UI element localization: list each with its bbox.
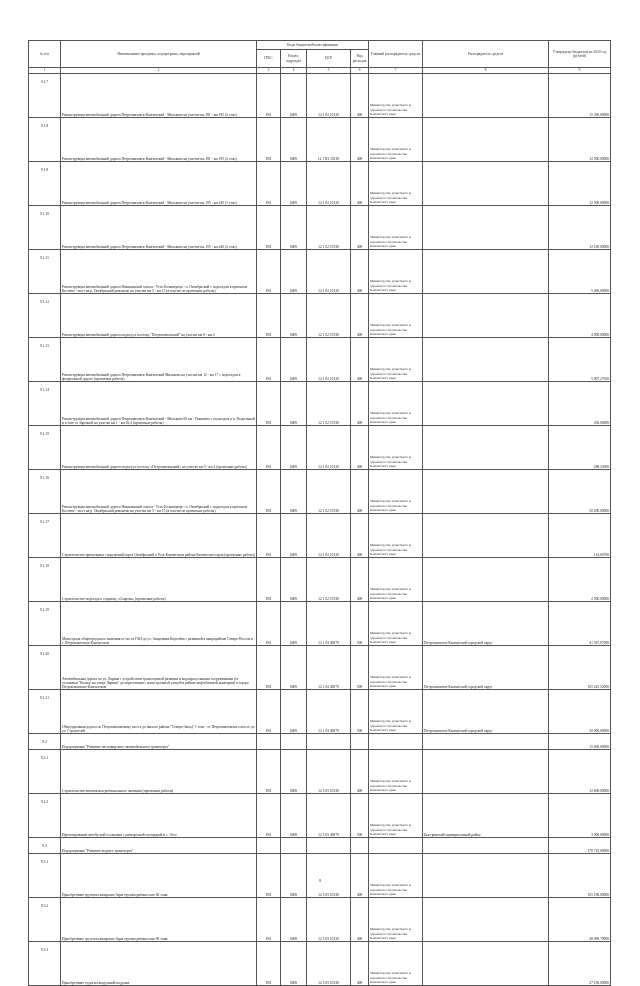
table-row <box>29 854 611 898</box>
row-csr: 12 3 03 10130 <box>307 750 351 794</box>
row-grbs-main: Министерство транспорта и дорожного строительства Камчатского края <box>369 294 423 338</box>
row-razdel: 0409 <box>281 646 307 690</box>
row-vr: 400 <box>351 854 369 898</box>
row-grbs: 833 <box>257 426 281 470</box>
row-vr: 400 <box>351 898 369 942</box>
row-amount: 270 725,00000 <box>549 838 611 854</box>
row-name: Магистраль общегородского значения от поста ГАИ до ул. Академика Королёва с развязкой в микрорайоне Северо-Восток в г. Петропавловске-Камчатском <box>61 602 257 646</box>
header-grbs: ГРБС <box>257 50 281 68</box>
row-num: 9.1.20 <box>29 646 61 690</box>
row-csr: 12 3 03 10130 <box>307 942 351 986</box>
row-recipient <box>423 734 549 750</box>
table-row <box>29 838 611 854</box>
row-vr <box>351 838 369 854</box>
row-grbs-main: Министерство транспорта и дорожного строительства Камчатского края <box>369 690 423 734</box>
row-num: 9.1.12 <box>29 294 61 338</box>
row-grbs-main <box>369 838 423 854</box>
row-num: 9.1.18 <box>29 558 61 602</box>
row-grbs: 833 <box>257 206 281 250</box>
row-csr: 12 1 02 10130 <box>307 558 351 602</box>
row-name: Реконструкция автомобильной дороги Петропавловск-Камчатский - Мильково на участке км 181 - км 195 (2 этап) <box>61 118 257 162</box>
row-csr: 12 3 03 10130 <box>307 898 351 942</box>
row-csr: 12 1 02 10130 <box>307 470 351 514</box>
row-recipient <box>423 558 549 602</box>
row-csr: 12 1 02 10130 <box>307 74 351 118</box>
header-razdel: Раздел, подраздел <box>281 50 307 68</box>
row-grbs: 833 <box>257 794 281 838</box>
row-razdel <box>281 838 307 854</box>
row-grbs-main: Министерство транспорта и дорожного строительства Камчатского края <box>369 426 423 470</box>
row-amount: 4 000,00000 <box>549 294 611 338</box>
row-grbs-main: Министерство транспорта и дорожного строительства Камчатского края <box>369 750 423 794</box>
row-recipient <box>423 854 549 898</box>
row-razdel: 0409 <box>281 250 307 294</box>
row-csr: 12 1 R2 10130 <box>307 118 351 162</box>
row-name: Подпрограмма "Развитие пассажирского автомобильного транспорта" <box>61 734 257 750</box>
table-row <box>29 470 611 514</box>
row-recipient: Петропавловск-Камчатский городской округ <box>423 646 549 690</box>
row-vr: 400 <box>351 470 369 514</box>
row-num: 9.1.11 <box>29 250 61 294</box>
row-num: 9.3.3 <box>29 942 61 986</box>
row-grbs-main: Министерство транспорта и дорожного строительства Камчатского края <box>369 898 423 942</box>
row-grbs <box>257 734 281 750</box>
table-row <box>29 734 611 750</box>
row-num: 9.1.14 <box>29 382 61 426</box>
row-grbs: 833 <box>257 382 281 426</box>
row-amount: 50 200,00000 <box>549 470 611 514</box>
row-name: Реконструкция автомобильной дороги подъезд к поселку «Петропавловский» на участке км 0 - км 4 (проектные работы) <box>61 426 257 470</box>
row-name: Подпрограмма "Развитие водного транспорта" <box>61 838 257 854</box>
row-vr: 400 <box>351 382 369 426</box>
row-grbs-main: Министерство транспорта и дорожного строительства Камчатского края <box>369 382 423 426</box>
header-name: Наименование программ, подпрограмм, мероприятий <box>61 41 257 68</box>
row-recipient <box>423 118 549 162</box>
row-grbs-main: Министерство транспорта и дорожного строительства Камчатского края <box>369 118 423 162</box>
row-name: Реконструкция автомобильной дороги Петропавловск-Камчатский - Мильково на участке км 195 - км 240 (1 этап) <box>61 162 257 206</box>
row-num: 9.3 <box>29 838 61 854</box>
table-body <box>29 74 611 986</box>
budget-table <box>28 40 611 986</box>
row-amount: 5 400,00000 <box>549 250 611 294</box>
row-name: Общедорожная дорога по Петропавловскому шоссе до жилого района "Северо-Запад" 1 этап - от Петропавловского шоссе до ул. Строителей <box>61 690 257 734</box>
row-name: Приобретение грузопассажирских барж грузоподъёмностью 60 тонн <box>61 854 257 898</box>
row-num: 9.2 <box>29 734 61 750</box>
row-num: 9.3.2 <box>29 898 61 942</box>
colnum: 2 <box>61 68 257 74</box>
row-grbs <box>257 838 281 854</box>
row-csr: 12 1 02 10130 <box>307 206 351 250</box>
row-csr <box>307 734 351 750</box>
row-num: 9.1.15 <box>29 426 61 470</box>
row-recipient <box>423 382 549 426</box>
row-name: Реконструкция автомобильной дороги Петропавловск-Камчатский - Мильково на участке км 181 - км 195 (2 этап) <box>61 74 257 118</box>
row-name: Реконструкция автомобильной дороги Петропавловск-Камчатский - Мильково 60 км - Пиначево с подъездом к п. Раздольный и к базе от Заречной на участке км 1 - км 16,4 (проектные работы) <box>61 382 257 426</box>
row-name: Реконструкция автомобильной дороги Петропавловск-Камчатский Мильково на участке км 12 - км 17 с подъездом к федеральной дороге (проектные работы) <box>61 338 257 382</box>
row-grbs-main: Министерство транспорта и дорожного строительства Камчатского края <box>369 250 423 294</box>
row-grbs: 833 <box>257 250 281 294</box>
row-vr: 500 <box>351 602 369 646</box>
row-name: Строительство причальных сооружений порта Октябрьский в Усть-Камчатском районе Камчатского края (проектные работы) <box>61 514 257 558</box>
row-name: Реконструкция автомобильной дороги Начикинский совхоз - Усть-Большерецк - п. Октябрьский с подъездом к причалам Косоево - мост на р. Октябрьский ремонтно на участке км 5 - км 15 (в том числе проектные работы) <box>61 470 257 514</box>
row-grbs-main: Министерство транспорта и дорожного строительства Камчатского края <box>369 794 423 838</box>
header-num: № п/п <box>29 41 61 68</box>
row-num: 9.1.9 <box>29 162 61 206</box>
table-row <box>29 294 611 338</box>
row-vr: 400 <box>351 250 369 294</box>
colnum: 6 <box>351 68 369 74</box>
row-recipient <box>423 250 549 294</box>
row-grbs: 833 <box>257 690 281 734</box>
row-razdel: 0409 <box>281 206 307 250</box>
row-num: 9.1.17 <box>29 514 61 558</box>
table-row <box>29 690 611 734</box>
row-recipient <box>423 838 549 854</box>
row-razdel: 0409 <box>281 558 307 602</box>
row-razdel: 0409 <box>281 426 307 470</box>
row-razdel: 0408 <box>281 750 307 794</box>
row-grbs: 833 <box>257 602 281 646</box>
row-razdel: 0408 <box>281 942 307 986</box>
row-num: 9.1.16 <box>29 470 61 514</box>
colnum: 8 <box>423 68 549 74</box>
row-razdel: 0409 <box>281 74 307 118</box>
table-row <box>29 646 611 690</box>
row-grbs: 833 <box>257 854 281 898</box>
row-razdel: 0408 <box>281 898 307 942</box>
row-razdel <box>281 734 307 750</box>
colnum: 9 <box>549 68 611 74</box>
table-row <box>29 338 611 382</box>
row-name: Приобретение грузопассажирских барж грузоподъёмностью 90 тонн <box>61 898 257 942</box>
row-num: 9.1.7 <box>29 74 61 118</box>
row-amount: 15 300,00000 <box>549 74 611 118</box>
row-vr: 400 <box>351 426 369 470</box>
colnum: 3 <box>257 68 281 74</box>
row-csr: 12 1 02 10130 <box>307 338 351 382</box>
row-amount: 105 425,52000 <box>549 646 611 690</box>
row-grbs-main: Министерство транспорта и дорожного строительства Камчатского края <box>369 646 423 690</box>
row-recipient <box>423 162 549 206</box>
row-grbs: 833 <box>257 514 281 558</box>
row-grbs-main: Министерство транспорта и дорожного строительства Камчатского края <box>369 162 423 206</box>
row-grbs: 833 <box>257 74 281 118</box>
table-row <box>29 74 611 118</box>
row-recipient: Петропавловск-Камчатский городской округ <box>423 602 549 646</box>
table-row <box>29 250 611 294</box>
row-vr <box>351 734 369 750</box>
page-number: 8 <box>319 878 321 883</box>
row-grbs: 833 <box>257 162 281 206</box>
header-grbs-main: Главный распорядитель средств <box>369 41 423 68</box>
table-row <box>29 206 611 250</box>
row-csr: 12 1 02 10130 <box>307 514 351 558</box>
row-razdel: 0408 <box>281 854 307 898</box>
row-amount: 12 600,00000 <box>549 750 611 794</box>
row-vr: 500 <box>351 690 369 734</box>
row-grbs: 833 <box>257 558 281 602</box>
row-amount: 12 500,00000 <box>549 162 611 206</box>
row-name: Автомобильная дорога по ул. Ларина с устройством транспортной развязки и водопропускными сооружениями (от остановки "Кольцо на улице Ларина" до пересечения с магистральной улицей в районе нефтебазовой акватории) в городе Петропавловске-Камчатском <box>61 646 257 690</box>
row-grbs: 833 <box>257 294 281 338</box>
row-recipient <box>423 898 549 942</box>
row-amount: 105 108,00000 <box>549 854 611 898</box>
row-razdel: 0408 <box>281 794 307 838</box>
row-csr: 12 1 02 10130 <box>307 250 351 294</box>
header-csr: ЦСР <box>307 50 351 68</box>
row-vr: 400 <box>351 294 369 338</box>
table-row <box>29 514 611 558</box>
row-razdel: 0409 <box>281 470 307 514</box>
row-name: Проектирование автобусной остановки с разворотной площадкой в с. Эссо <box>61 794 257 838</box>
row-grbs-main: Министерство транспорта и дорожного строительства Камчатского края <box>369 854 423 898</box>
row-grbs-main: Министерство транспорта и дорожного строительства Камчатского края <box>369 558 423 602</box>
table-row <box>29 898 611 942</box>
row-vr: 400 <box>351 162 369 206</box>
row-name: Строительство подъезда к стадиону «Спартак» (проектные работы) <box>61 558 257 602</box>
table-row <box>29 750 611 794</box>
row-amount: 114,60700 <box>549 514 611 558</box>
document-page <box>28 40 610 986</box>
table-row <box>29 162 611 206</box>
row-amount: 3 000,00000 <box>549 794 611 838</box>
row-razdel: 0409 <box>281 514 307 558</box>
row-amount: 5 007,27650 <box>549 338 611 382</box>
row-csr: 12 1 02 10130 <box>307 426 351 470</box>
row-grbs: 833 <box>257 942 281 986</box>
row-num: 9.1.21 <box>29 690 61 734</box>
row-num: 9.3.1 <box>29 854 61 898</box>
row-grbs: 833 <box>257 750 281 794</box>
row-csr: 12 1 04 40070 <box>307 646 351 690</box>
colnum: 1 <box>29 68 61 74</box>
table-row <box>29 118 611 162</box>
row-vr: 400 <box>351 118 369 162</box>
row-grbs: 833 <box>257 470 281 514</box>
row-vr: 400 <box>351 750 369 794</box>
row-razdel: 0409 <box>281 602 307 646</box>
row-grbs: 833 <box>257 898 281 942</box>
row-vr: 400 <box>351 942 369 986</box>
colnum: 4 <box>281 68 307 74</box>
row-razdel: 0409 <box>281 162 307 206</box>
row-vr: 400 <box>351 74 369 118</box>
row-recipient <box>423 514 549 558</box>
row-csr: 12 1 04 40070 <box>307 690 351 734</box>
row-name: Приобретение судов на воздушной подушке <box>61 942 257 986</box>
table-row <box>29 382 611 426</box>
row-csr: 12 3 03 40070 <box>307 794 351 838</box>
row-grbs: 833 <box>257 338 281 382</box>
row-name: Реконструкция автомобильной дороги Петропавловск-Камчатский - Мильково на участке км 195 - км 240 (2 этап) <box>61 206 257 250</box>
table-row <box>29 558 611 602</box>
row-csr: 12 1 04 40070 <box>307 602 351 646</box>
row-name: Строительство автовокзала регионального значения (проектные работы) <box>61 750 257 794</box>
row-recipient <box>423 294 549 338</box>
row-recipient <box>423 426 549 470</box>
row-grbs-main: Министерство транспорта и дорожного строительства Камчатского края <box>369 470 423 514</box>
row-csr: 12 3 03 10130 <box>307 854 351 898</box>
row-grbs-main: Министерство транспорта и дорожного строительства Камчатского края <box>369 74 423 118</box>
table-row <box>29 942 611 986</box>
row-grbs-main: Министерство транспорта и дорожного строительства Камчатского края <box>369 338 423 382</box>
header-recipient: Распорядитель средств <box>423 41 549 68</box>
row-razdel: 0409 <box>281 338 307 382</box>
row-grbs-main: Министерство транспорта и дорожного строительства Камчатского края <box>369 514 423 558</box>
row-csr: 12 1 02 10130 <box>307 382 351 426</box>
row-num: 9.2.1 <box>29 750 61 794</box>
table-row <box>29 426 611 470</box>
row-num: 9.1.13 <box>29 338 61 382</box>
row-vr: 500 <box>351 646 369 690</box>
table-row <box>29 602 611 646</box>
table-row <box>29 794 611 838</box>
row-name: Реконструкция автомобильной дороги Начикинский совхоз - Усть-Большерецк - п. Октябрьский с подъездом к причалам Косоево - мост на р. Октябрьский ремонтно на участке км 5 - км 15 (в том числе проектные работы) <box>61 250 257 294</box>
row-recipient: Быстринский муниципальный район <box>423 794 549 838</box>
row-num: 9.1.8 <box>29 118 61 162</box>
row-name: Реконструкция автомобильной дороги подъезд к поселку "Петропавловский" на участке км 0 - км 4 <box>61 294 257 338</box>
row-recipient <box>423 942 549 986</box>
row-amount: 48 089,70000 <box>549 898 611 942</box>
row-razdel: 0409 <box>281 118 307 162</box>
row-amount: 288,23000 <box>549 426 611 470</box>
row-amount: 2 500,00000 <box>549 558 611 602</box>
row-num: 9.2.2 <box>29 794 61 838</box>
row-razdel: 0409 <box>281 382 307 426</box>
colnum: 7 <box>369 68 423 74</box>
row-recipient <box>423 74 549 118</box>
colnum: 5 <box>307 68 351 74</box>
row-num: 9.1.19 <box>29 602 61 646</box>
row-razdel: 0409 <box>281 294 307 338</box>
row-grbs-main: Министерство транспорта и дорожного строительства Камчатского края <box>369 206 423 250</box>
row-vr: 400 <box>351 514 369 558</box>
row-amount: 27 100,00000 <box>549 942 611 986</box>
row-csr: 12 1 02 10130 <box>307 162 351 206</box>
row-grbs: 833 <box>257 646 281 690</box>
row-amount: 12 500,00000 <box>549 118 611 162</box>
row-recipient <box>423 338 549 382</box>
row-vr: 400 <box>351 558 369 602</box>
row-razdel: 0409 <box>281 690 307 734</box>
row-num: 9.1.10 <box>29 206 61 250</box>
row-csr <box>307 838 351 854</box>
row-grbs-main: Министерство транспорта и дорожного строительства Камчатского края <box>369 942 423 986</box>
row-amount: 12 100,00000 <box>549 206 611 250</box>
row-recipient <box>423 206 549 250</box>
row-amount: 436,00489 <box>549 382 611 426</box>
row-grbs-main: Министерство транспорта и дорожного строительства Камчатского края <box>369 602 423 646</box>
header-vr: Вид расходов <box>351 50 369 68</box>
row-amount: 15 600,00000 <box>549 734 611 750</box>
header-codes-group: Коды бюджетной классификации <box>257 41 369 50</box>
row-csr: 12 1 02 10130 <box>307 294 351 338</box>
row-vr: 400 <box>351 338 369 382</box>
row-amount: 41 367,07000 <box>549 602 611 646</box>
row-recipient <box>423 750 549 794</box>
row-amount: 30 000,00000 <box>549 690 611 734</box>
row-vr: 400 <box>351 206 369 250</box>
row-recipient: Петропавловск-Камчатский городской округ <box>423 690 549 734</box>
row-grbs: 833 <box>257 118 281 162</box>
header-amount: Утверждено бюджетом на 2020 год (рублей) <box>549 41 611 68</box>
row-recipient <box>423 470 549 514</box>
row-vr: 500 <box>351 794 369 838</box>
row-grbs-main <box>369 734 423 750</box>
